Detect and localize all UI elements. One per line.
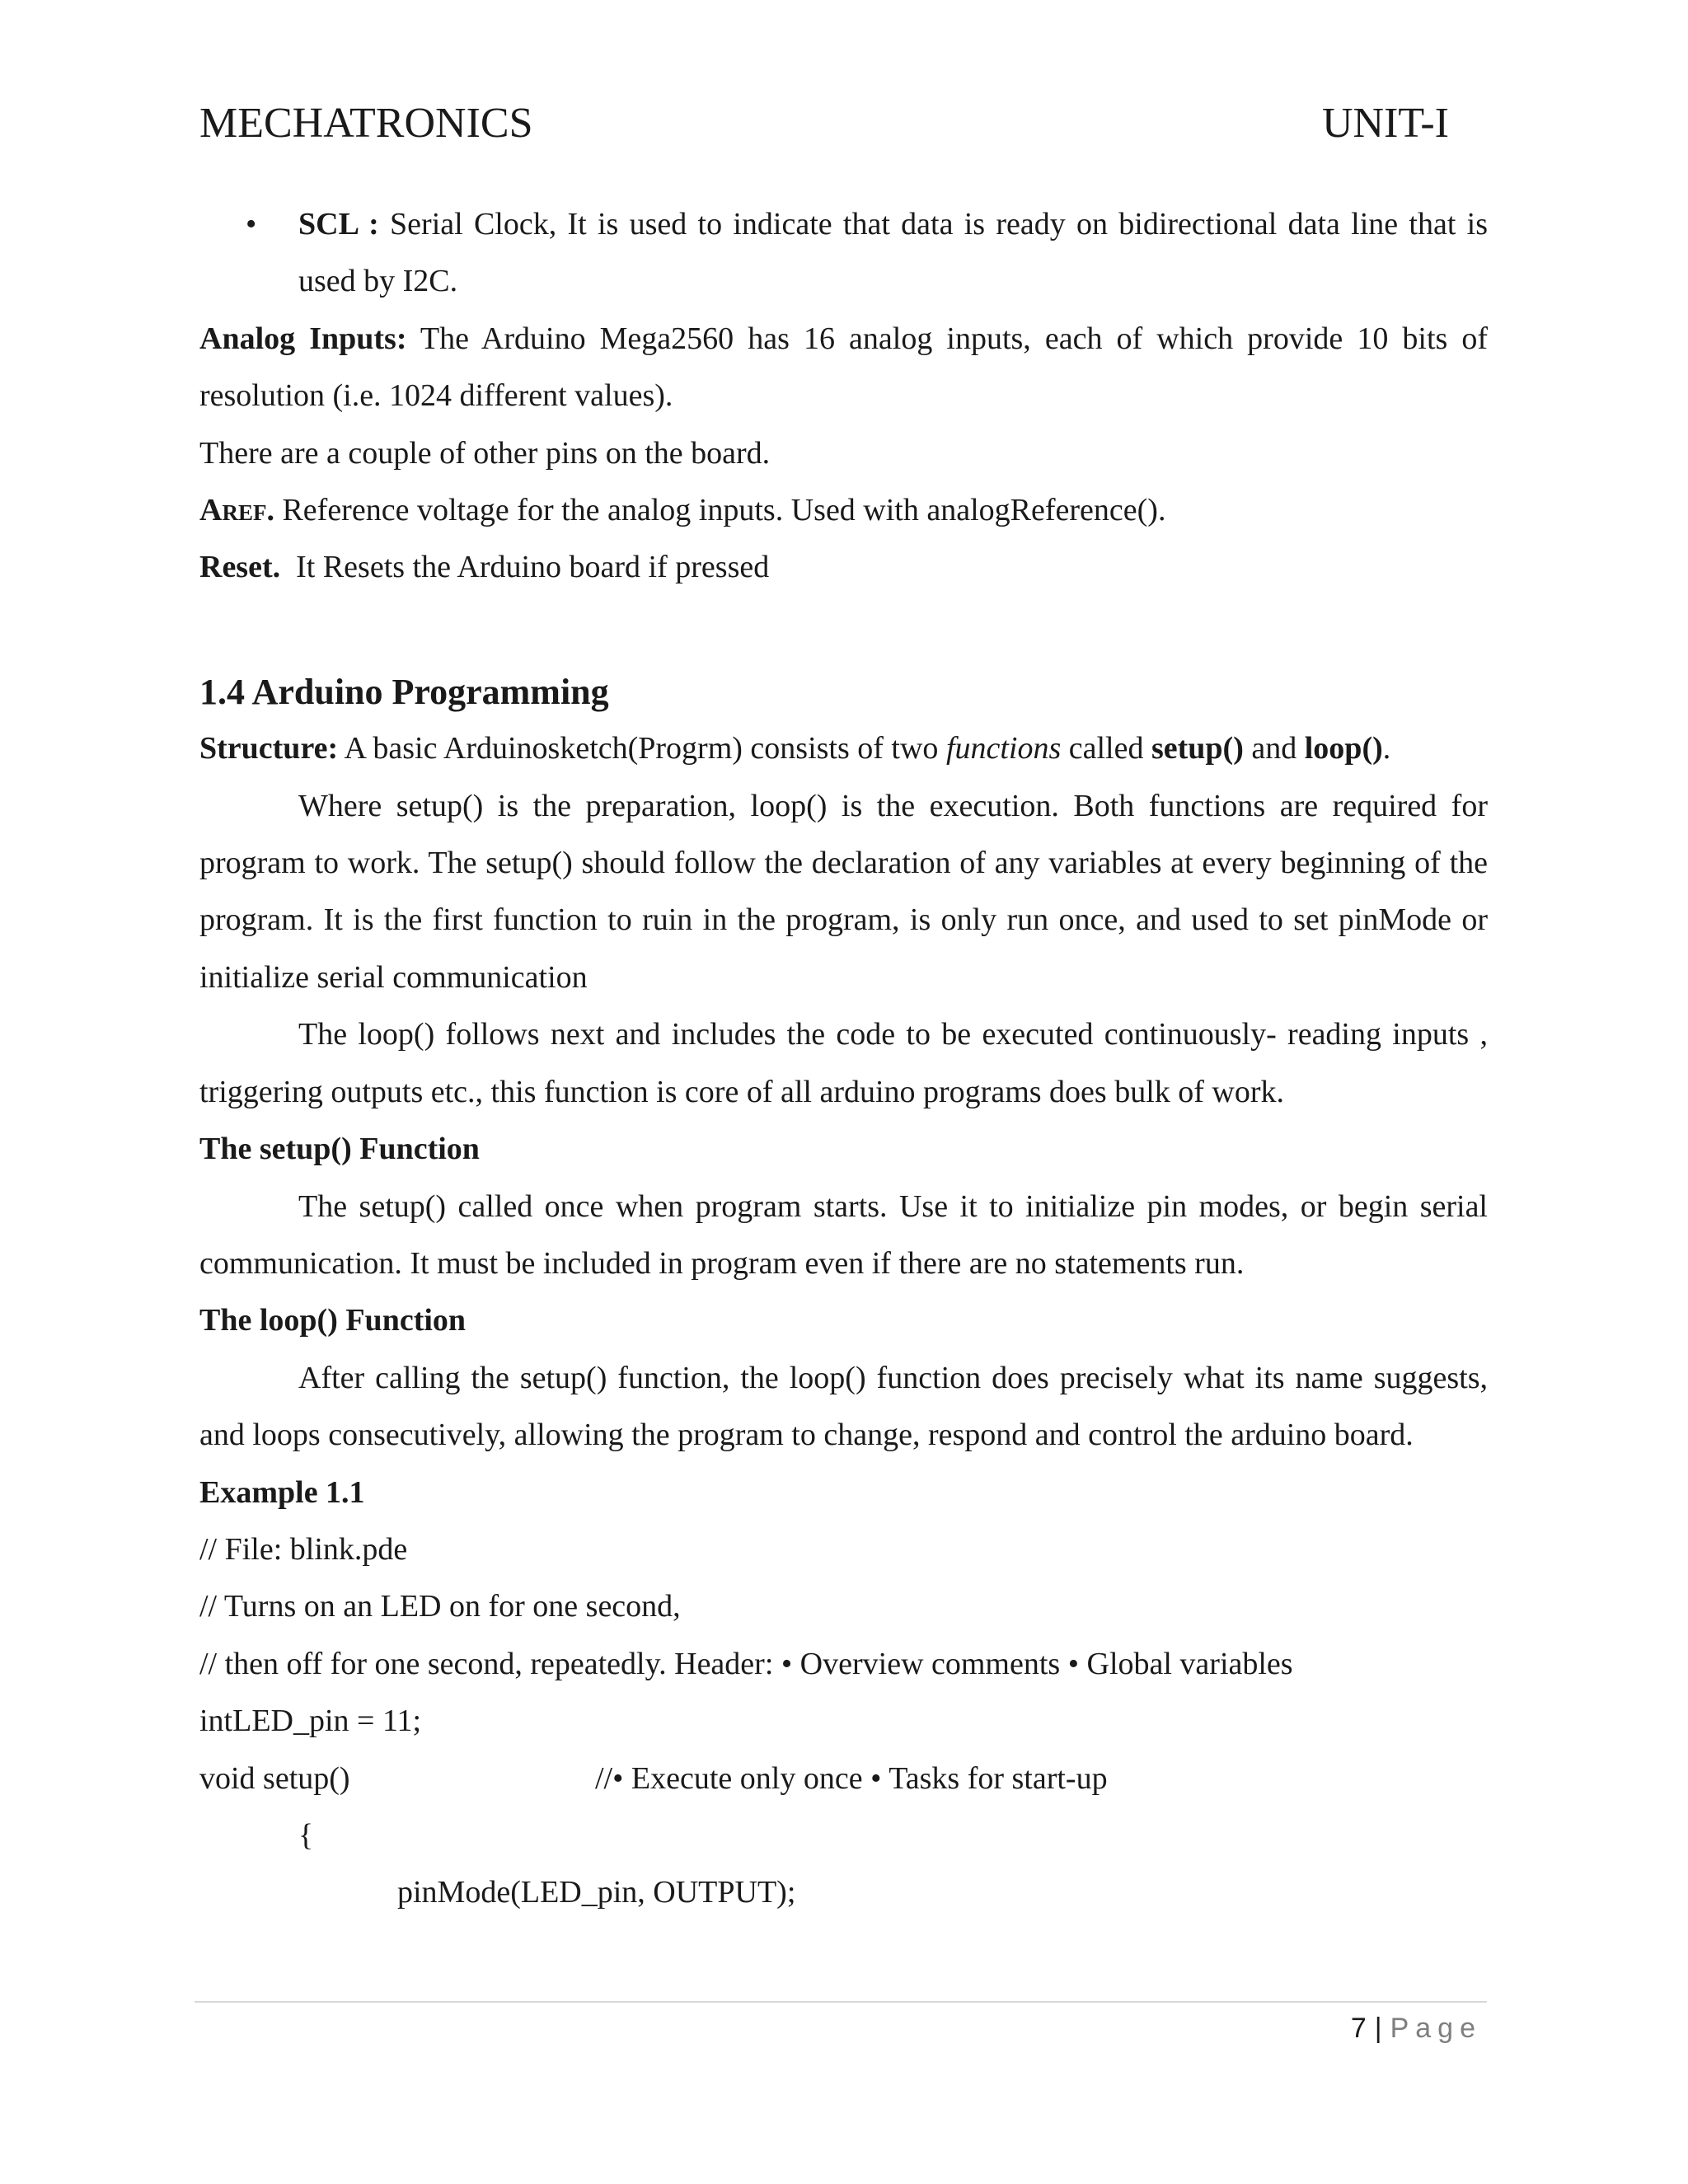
structure-label: Structure: — [199, 731, 339, 766]
code-line-comment-1: // Turns on an LED on for one second, — [199, 1589, 681, 1624]
code-line-file: // File: blink.pde — [199, 1531, 408, 1567]
loop-keyword: loop() — [1304, 731, 1383, 766]
scl-label: SCL : — [298, 207, 379, 241]
loop-follows-paragraph: The loop() follows next and includes the code to be executed continuously- reading inputs , triggering outputs etc., this function is core of all arduino programs does bulk of work. — [199, 1017, 1488, 1109]
structure-text-1: A basic Arduinosketch(Progrm) consists of two — [338, 731, 946, 766]
scl-bullet-item — [199, 196, 1488, 311]
aref-text: Reference voltage for the analog inputs. Used with analogReference(). — [274, 493, 1166, 528]
structure-text-3: and — [1243, 731, 1305, 766]
setup-keyword: setup() — [1151, 731, 1244, 766]
header-course-title: MECHATRONICS — [199, 100, 533, 147]
footer-separator: | — [1374, 2013, 1382, 2044]
structure-paragraph — [199, 720, 1488, 777]
analog-inputs-paragraph — [199, 311, 1488, 425]
reset-paragraph — [199, 539, 1488, 596]
analog-inputs-text: The Arduino Mega2560 has 16 analog inputs, each of which provide 10 bits of resolution (i.e. 1024 different values). — [199, 321, 1489, 414]
loop-function-text: After calling the setup() function, the loop() function does precisely what its name suggests, and loops consecutively, allowing the program to change, respond and control the arduino board. — [199, 1360, 1488, 1453]
page-footer — [1351, 2013, 1482, 2045]
page-number: 7 — [1350, 2013, 1367, 2044]
setup-comment: //• Execute only once • Tasks for start-up — [595, 1760, 1108, 1796]
analog-inputs-label: Analog Inputs: — [199, 321, 407, 356]
other-pins-paragraph: There are a couple of other pins on the board. — [199, 435, 771, 471]
code-line-pinmode: pinMode(LED_pin, OUTPUT); — [397, 1875, 796, 1910]
section-heading: 1.4 Arduino Programming — [199, 671, 609, 712]
structure-text-4: . — [1382, 731, 1391, 766]
functions-emphasis: functions — [945, 731, 1062, 766]
aref-paragraph — [199, 482, 1488, 539]
setup-declaration: void setup() — [199, 1760, 350, 1796]
aref-label: Aref. — [199, 493, 274, 528]
code-line-comment-2: // then off for one second, repeatedly. Header: • Overview comments • Global variables — [199, 1646, 1293, 1681]
code-line-variable: intLED_pin = 11; — [199, 1704, 422, 1739]
setup-loop-paragraph: Where setup() is the preparation, loop() is the execution. Both functions are required for program to work. The setup() should follow the declaration of any variables at every beginning of the program. It is the first function to ruin in the program, is only run once, and used to set pinMode or initialize serial communication — [199, 788, 1488, 995]
page-label: Page — [1390, 2013, 1482, 2044]
reset-label: Reset. — [199, 550, 281, 585]
footer-divider — [195, 2001, 1487, 2003]
setup-function-heading: The setup() Function — [199, 1132, 480, 1167]
scl-text: Serial Clock, It is used to indicate that data is ready on bidirectional data line that is used by I2C. — [298, 207, 1489, 299]
header-unit: UNIT-I — [1321, 100, 1449, 147]
code-line-setup — [199, 1750, 1488, 1807]
bullet-icon: • — [246, 207, 257, 241]
code-line-brace: { — [298, 1817, 314, 1853]
page-header — [199, 99, 1449, 157]
loop-function-heading: The loop() Function — [199, 1303, 467, 1338]
reset-text: It Resets the Arduino board if pressed — [280, 550, 770, 585]
setup-function-text: The setup() called once when program starts. Use it to initialize pin modes, or begin serial communication. It must be included in program even if there are no statements run. — [199, 1188, 1488, 1281]
structure-text-2: called — [1061, 731, 1151, 766]
page-body — [199, 196, 1488, 1922]
example-heading: Example 1.1 — [199, 1474, 365, 1510]
